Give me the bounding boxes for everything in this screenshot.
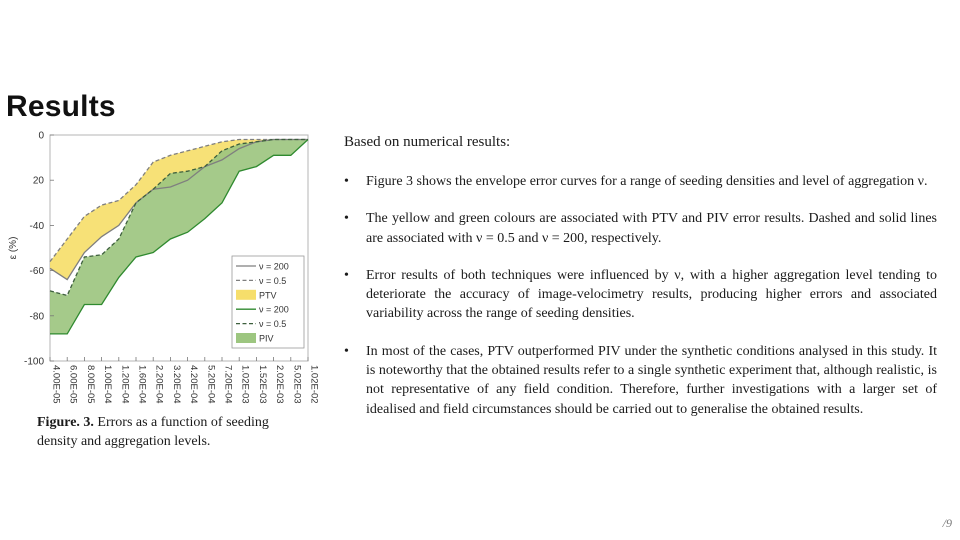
y-tick-label: -40 — [29, 220, 44, 232]
caption-label: Figure. 3. — [37, 415, 94, 430]
x-tick-label: 1.60E-04 — [136, 365, 148, 404]
legend-patch-swatch — [236, 290, 256, 300]
bullet-item — [344, 266, 937, 324]
y-tick-label: 0 — [38, 130, 44, 142]
bullet-text: In most of the cases, PTV outperformed PIV under the synthetic conditions analysed in this study. It is noteworthy that the obtained results refer to a single synthetic experiment that, although realistic, is not representative of any field condition. Therefore, further investigations with a larger set of idealised and field circumstances should be carried out to generalise the obtained results. — [366, 343, 937, 417]
x-tick-label: 6.00E-05 — [67, 365, 79, 404]
results-bullet-list — [344, 172, 937, 437]
x-axis-ticks — [50, 357, 320, 404]
bullet-dot: • — [344, 267, 349, 283]
x-tick-label: 7.20E-04 — [222, 365, 234, 404]
results-lead: Based on numerical results: — [344, 134, 511, 150]
y-tick-label: -80 — [29, 311, 44, 323]
x-tick-label: 1.02E-03 — [239, 365, 251, 404]
error-envelope-chart — [0, 126, 320, 416]
page-number: /9 — [942, 516, 952, 530]
bullet-dot: • — [344, 343, 349, 359]
caption-text: Errors as a function of seeding density and aggregation levels. — [37, 415, 269, 449]
legend-label: PIV — [259, 333, 274, 344]
y-tick-label: 20 — [32, 175, 44, 187]
bullet-item — [344, 209, 937, 248]
bullet-dot: • — [344, 211, 349, 227]
legend — [232, 256, 304, 348]
y-axis-label: ε (%) — [8, 236, 19, 260]
legend-label: ν = 0.5 — [259, 275, 287, 286]
y-axis-ticks — [24, 131, 54, 368]
x-tick-label: 2.20E-04 — [153, 365, 165, 404]
bullet-item — [344, 172, 937, 191]
x-tick-label: 4.20E-04 — [188, 365, 200, 404]
bullet-dot: • — [344, 174, 349, 189]
x-tick-label: 1.02E-02 — [308, 365, 320, 404]
x-tick-label: 3.20E-04 — [170, 365, 182, 404]
x-tick-label: 5.02E-03 — [291, 365, 303, 404]
x-tick-label: 1.00E-04 — [102, 365, 114, 404]
legend-label: ν = 200 — [259, 261, 289, 272]
x-tick-label: 5.20E-04 — [205, 365, 217, 404]
x-tick-label: 8.00E-05 — [84, 365, 96, 404]
x-tick-label: 2.02E-03 — [274, 365, 286, 404]
x-tick-label: 4.00E-05 — [50, 365, 62, 404]
chart-svg — [0, 126, 320, 416]
legend-label: ν = 200 — [259, 304, 289, 315]
bullet-text: Figure 3 shows the envelope error curves for a range of seeding densities and level of aggregation ν. — [366, 174, 928, 189]
legend-patch-swatch — [236, 333, 256, 343]
x-tick-label: 1.20E-04 — [119, 365, 131, 404]
x-tick-label: 1.52E-03 — [256, 365, 268, 404]
bullet-text: Error results of both techniques were influenced by ν, with a higher aggregation level tending to deteriorate the accuracy of image-velocimetry results, producing higher errors and associated variability across the range of seeding densities. — [366, 267, 937, 322]
y-tick-label: -60 — [29, 266, 44, 278]
y-tick-label: -100 — [23, 356, 44, 368]
bullet-item — [344, 342, 937, 419]
legend-label: PTV — [259, 290, 277, 301]
legend-label: ν = 0.5 — [259, 319, 287, 330]
slide-title: Results — [6, 90, 116, 123]
bullet-text: The yellow and green colours are associated with PTV and PIV error results. Dashed and solid lines are associated with ν = 0.5 and ν = 200, respectively. — [366, 211, 937, 246]
figure-caption — [37, 413, 312, 451]
